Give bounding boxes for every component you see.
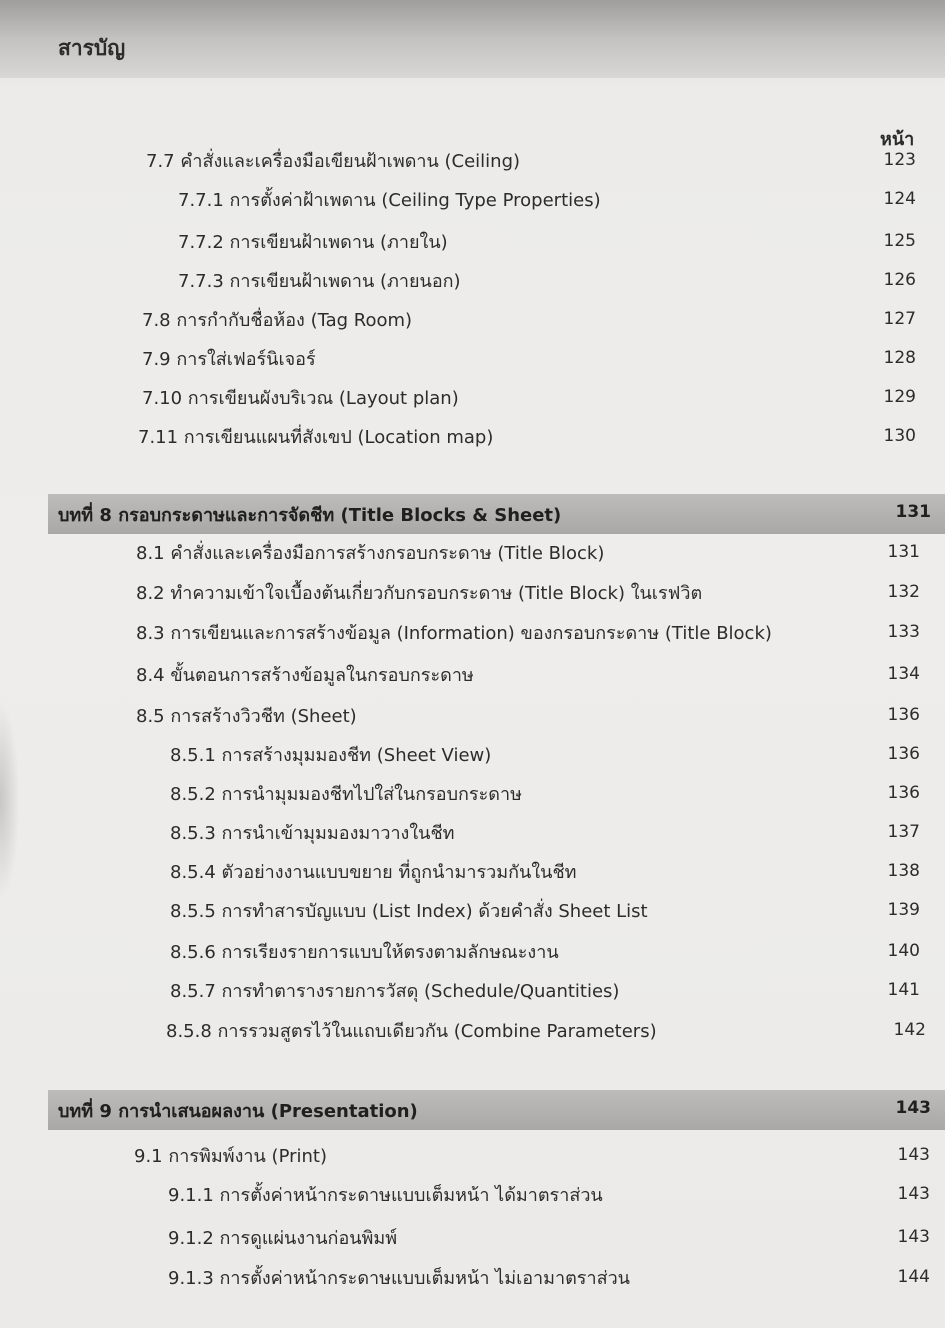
toc-entry-page: 144 [897, 1267, 930, 1287]
page-curl-shadow [0, 700, 20, 900]
toc-entry-title: 8.5.7 การทำตารางรายการวัสดุ (Schedule/Quantities) [170, 981, 620, 1002]
toc-entry-title: 8.3 การเขียนและการสร้างข้อมูล (Information) ของกรอบกระดาษ (Title Block) [136, 623, 772, 644]
toc-entry-7-9[interactable] [0, 344, 945, 374]
toc-entry-title: 8.4 ขั้นตอนการสร้างข้อมูลในกรอบกระดาษ [136, 665, 474, 686]
toc-entry-page: 132 [887, 582, 920, 602]
toc-entry-page: 138 [887, 861, 920, 881]
chapter-page: 143 [895, 1098, 931, 1118]
header-band [0, 0, 945, 78]
toc-entry-title: 8.2 ทำความเข้าใจเบื้องต้นเกี่ยวกับกรอบกระดาษ (Title Block) ในเรฟวิต [136, 583, 703, 604]
toc-entry-page: 130 [883, 426, 916, 446]
toc-entry-7-7[interactable] [0, 146, 945, 176]
toc-entry-title: 8.1 คำสั่งและเครื่องมือการสร้างกรอบกระดาษ (Title Block) [136, 543, 605, 564]
chapter-9-band[interactable] [48, 1090, 945, 1130]
toc-entry-title: 7.7.2 การเขียนฝ้าเพดาน (ภายใน) [178, 232, 448, 253]
toc-entry-page: 136 [887, 705, 920, 725]
chapter-page: 131 [895, 502, 931, 522]
toc-entry-8-1[interactable] [0, 538, 945, 568]
toc-entry-title: 7.9 การใส่เฟอร์นิเจอร์ [142, 349, 316, 370]
toc-entry-title: 7.7.3 การเขียนฝ้าเพดาน (ภายนอก) [178, 271, 461, 292]
toc-entry-title: 8.5.3 การนำเข้ามุมมองมาวางในชีท [170, 823, 455, 844]
toc-entry-title: 8.5.4 ตัวอย่างงานแบบขยาย ที่ถูกนำมารวมกันในชีท [170, 862, 577, 883]
toc-entry-page: 125 [883, 231, 916, 251]
toc-entry-page: 128 [883, 348, 916, 368]
toc-entry-page: 143 [897, 1184, 930, 1204]
toc-entry-page: 143 [897, 1145, 930, 1165]
toc-entry-8-3[interactable] [0, 618, 945, 648]
toc-entry-title: 7.11 การเขียนแผนที่สังเขป (Location map) [138, 427, 494, 448]
toc-entry-8-5-8[interactable] [0, 1016, 945, 1046]
toc-entry-title: 8.5.2 การนำมุมมองชีทไปใส่ในกรอบกระดาษ [170, 784, 522, 805]
toc-entry-9-1-3[interactable] [0, 1263, 945, 1293]
toc-entry-7-7-1[interactable] [0, 185, 945, 215]
toc-entry-7-11[interactable] [0, 422, 945, 452]
toc-entry-page: 124 [883, 189, 916, 209]
toc-entry-title: 8.5.8 การรวมสูตรไว้ในแถบเดียวกัน (Combine Parameters) [166, 1021, 657, 1042]
toc-entry-9-1[interactable] [0, 1141, 945, 1171]
toc-entry-9-1-1[interactable] [0, 1180, 945, 1210]
toc-entry-title: 8.5.1 การสร้างมุมมองชีท (Sheet View) [170, 745, 492, 766]
toc-entry-page: 139 [887, 900, 920, 920]
toc-entry-page: 123 [883, 150, 916, 170]
toc-entry-page: 142 [893, 1020, 926, 1040]
toc-entry-page: 143 [897, 1227, 930, 1247]
toc-entry-8-5-2[interactable] [0, 779, 945, 809]
page-column-label: หน้า [880, 129, 915, 150]
toc-entry-title: 8.5 การสร้างวิวชีท (Sheet) [136, 706, 357, 727]
toc-entry-8-5-7[interactable] [0, 976, 945, 1006]
toc-entry-7-7-2[interactable] [0, 227, 945, 257]
toc-entry-title: 7.8 การกำกับชื่อห้อง (Tag Room) [142, 310, 413, 331]
toc-entry-page: 126 [883, 270, 916, 290]
toc-entry-8-5-5[interactable] [0, 896, 945, 926]
toc-entry-7-8[interactable] [0, 305, 945, 335]
toc-entry-page: 141 [887, 980, 920, 1000]
toc-entry-8-4[interactable] [0, 660, 945, 690]
toc-entry-7-10[interactable] [0, 383, 945, 413]
toc-entry-title: 9.1 การพิมพ์งาน (Print) [134, 1146, 327, 1167]
chapter-8-band[interactable] [48, 494, 945, 534]
toc-entry-page: 133 [887, 622, 920, 642]
toc-entry-page: 136 [887, 783, 920, 803]
toc-entry-title: 9.1.1 การตั้งค่าหน้ากระดาษแบบเต็มหน้า ได้มาตราส่วน [168, 1185, 603, 1206]
toc-entry-8-5-6[interactable] [0, 937, 945, 967]
toc-entry-page: 137 [887, 822, 920, 842]
toc-heading: สารบัญ [58, 36, 126, 60]
toc-entry-8-2[interactable] [0, 578, 945, 608]
toc-entry-8-5-3[interactable] [0, 818, 945, 848]
chapter-title: บทที่ 9 การนำเสนอผลงาน (Presentation) [58, 1101, 418, 1122]
toc-entry-page: 129 [883, 387, 916, 407]
toc-entry-title: 9.1.2 การดูแผ่นงานก่อนพิมพ์ [168, 1228, 398, 1249]
toc-entry-page: 131 [887, 542, 920, 562]
toc-entry-8-5-1[interactable] [0, 740, 945, 770]
chapter-title: บทที่ 8 กรอบกระดาษและการจัดชีท (Title Blocks & Sheet) [58, 505, 562, 526]
toc-entry-title: 8.5.6 การเรียงรายการแบบให้ตรงตามลักษณะงาน [170, 942, 559, 963]
toc-entry-title: 7.7.1 การตั้งค่าฝ้าเพดาน (Ceiling Type Properties) [178, 190, 601, 211]
toc-entry-page: 134 [887, 664, 920, 684]
toc-entry-8-5-4[interactable] [0, 857, 945, 887]
toc-entry-title: 7.10 การเขียนผังบริเวณ (Layout plan) [142, 388, 459, 409]
toc-entry-page: 140 [887, 941, 920, 961]
toc-entry-7-7-3[interactable] [0, 266, 945, 296]
toc-entry-title: 9.1.3 การตั้งค่าหน้ากระดาษแบบเต็มหน้า ไม่เอามาตราส่วน [168, 1268, 630, 1289]
toc-entry-title: 7.7 คำสั่งและเครื่องมือเขียนฝ้าเพดาน (Ceiling) [146, 151, 521, 172]
toc-entry-page: 136 [887, 744, 920, 764]
toc-entry-9-1-2[interactable] [0, 1223, 945, 1253]
toc-entry-8-5[interactable] [0, 701, 945, 731]
toc-entry-title: 8.5.5 การทำสารบัญแบบ (List Index) ด้วยคำสั่ง Sheet List [170, 901, 648, 922]
toc-entry-page: 127 [883, 309, 916, 329]
